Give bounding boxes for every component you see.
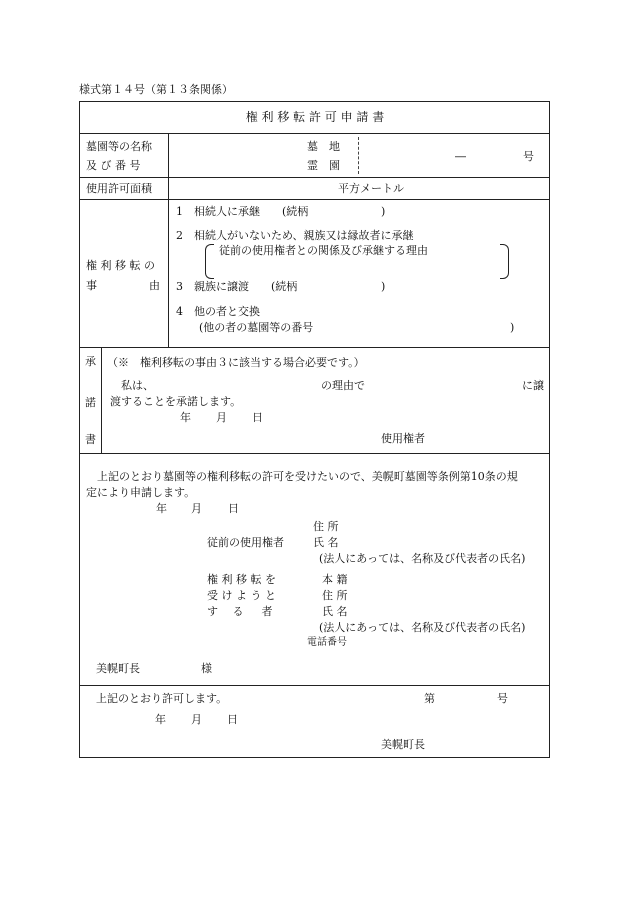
number-suffix: 号: [523, 150, 534, 163]
label-name-line2: 及 び 番 号: [86, 159, 141, 172]
receiver-honseki-label: 本 籍: [322, 573, 348, 586]
approval-month: 月: [191, 713, 202, 726]
consent-month: 月: [216, 411, 227, 424]
addressee: 美幌町長: [96, 662, 140, 675]
divider: [79, 685, 550, 686]
application-day: 日: [228, 502, 239, 515]
dashed-divider: [358, 137, 359, 174]
prev-address-label: 住 所: [313, 520, 339, 533]
consent-year: 年: [180, 411, 191, 424]
reason-item-4-sub: (他の者の墓園等の番号: [199, 321, 314, 334]
prev-holder-label: 従前の使用権者: [207, 536, 284, 549]
prev-corp-note: (法人にあっては、名称及び代表者の氏名): [319, 552, 526, 565]
reason-item-2: 2 相続人がいないため、親族又は縁故者に承継: [176, 229, 414, 242]
consent-note: （※ 権利移転の事由３に該当する場合必要です。）: [107, 356, 365, 369]
divider: [79, 133, 550, 134]
application-text-1: 上記のとおり墓園等の権利移転の許可を受けたいので、美幌町墓園等条例第10条の規: [97, 470, 518, 483]
consent-side-3: 書: [85, 433, 96, 446]
label-area: 使用許可面積: [86, 182, 152, 195]
label-name-line1: 墓園等の名称: [86, 140, 152, 153]
consent-side-2: 諾: [85, 396, 96, 409]
number-dash: ―: [455, 150, 466, 163]
form-number: 様式第１４号（第１３条関係）: [79, 83, 233, 96]
approval-go: 号: [497, 692, 508, 705]
prev-name-label: 氏 名: [313, 536, 339, 549]
column-divider: [168, 133, 169, 347]
right-bracket: [500, 244, 509, 279]
addressee-sama: 様: [201, 662, 212, 675]
reason-item-1-close: ): [381, 205, 386, 218]
reason-item-4-close: ): [510, 321, 515, 334]
label-reason-line1: 権 利 移 転 の: [86, 259, 155, 272]
approval-year: 年: [155, 713, 166, 726]
divider: [79, 453, 550, 454]
receiver-label-1: 権 利 移 転 を: [207, 573, 276, 586]
approval-mayor: 美幌町長: [381, 738, 425, 751]
consent-side-1: 承: [85, 355, 96, 368]
consent-line1a: 私は、: [121, 379, 154, 392]
application-text-2: 定により申請します。: [86, 486, 196, 499]
receiver-name-label: 氏 名: [322, 605, 348, 618]
type-park-cemetery: 霊 園: [307, 159, 340, 172]
reason-item-4: 4 他の者と交換: [176, 305, 260, 318]
divider: [79, 199, 550, 200]
reason-item-3: 3 親族に譲渡 (続柄: [176, 280, 298, 293]
receiver-label-3: す る 者: [207, 605, 273, 618]
consent-signer: 使用権者: [381, 432, 425, 445]
approval-text: 上記のとおり許可します。: [96, 692, 228, 705]
consent-line1b: の理由で: [321, 379, 365, 392]
consent-line1c: に譲: [522, 379, 544, 392]
receiver-label-2: 受 け よ う と: [207, 589, 276, 602]
reason-item-2-sub: 従前の使用権者との関係及び承継する理由: [219, 244, 428, 257]
divider: [79, 177, 550, 178]
area-unit: 平方メートル: [338, 182, 404, 195]
reason-item-3-close: ): [381, 280, 386, 293]
column-divider: [101, 347, 102, 453]
phone-label: 電話番号: [307, 637, 347, 648]
receiver-address-label: 住 所: [322, 589, 348, 602]
receiver-corp-note: (法人にあっては、名称及び代表者の氏名): [319, 621, 526, 634]
consent-line2: 渡することを承諾します。: [110, 395, 242, 408]
approval-dai: 第: [424, 692, 435, 705]
application-year: 年: [156, 502, 167, 515]
left-bracket: [205, 244, 214, 279]
label-reason-line2a: 事: [86, 279, 97, 292]
type-cemetery: 墓 地: [307, 140, 340, 153]
approval-day: 日: [227, 713, 238, 726]
label-reason-line2b: 由: [149, 279, 160, 292]
reason-item-1: 1 相続人に承継 (続柄: [176, 205, 309, 218]
divider: [79, 347, 550, 348]
form-title: 権 利 移 転 許 可 申 請 書: [245, 110, 385, 124]
consent-day: 日: [252, 411, 263, 424]
application-month: 月: [191, 502, 202, 515]
